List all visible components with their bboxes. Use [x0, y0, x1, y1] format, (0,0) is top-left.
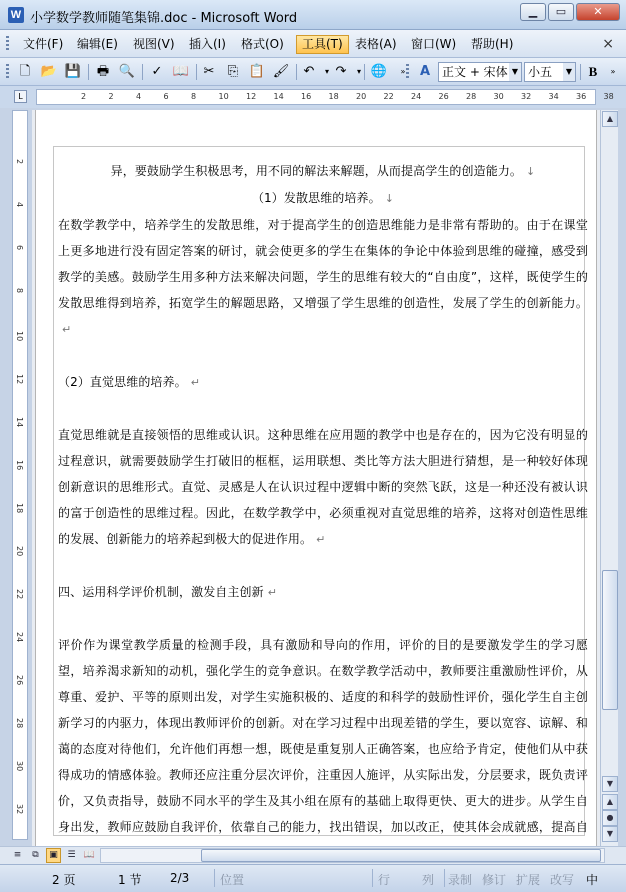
next-page-button[interactable]: ▼ — [602, 826, 618, 842]
horizontal-ruler[interactable] — [36, 89, 614, 105]
format-painter-icon[interactable]: 🖌 — [272, 64, 290, 79]
ruler-tick-label: 8 — [15, 288, 24, 294]
menu-tools[interactable]: 工具(T) — [296, 35, 349, 54]
select-browse-object-button[interactable]: ● — [602, 810, 618, 826]
status-line: 行 — [378, 873, 391, 887]
ruler-tick-label: 30 — [15, 761, 24, 772]
print-preview-icon[interactable]: 🔍 — [118, 64, 136, 79]
ruler-area — [0, 86, 626, 108]
horizontal-scroll-thumb[interactable] — [201, 849, 601, 862]
ruler-tick-label: 30 — [493, 92, 504, 101]
ruler-tick-label: 28 — [15, 718, 24, 729]
reading-layout-view-icon[interactable]: 📖 — [83, 850, 96, 860]
vertical-ruler[interactable] — [12, 110, 28, 840]
toolbar-separator — [88, 64, 89, 80]
menu-edit[interactable]: 编辑(E) — [77, 37, 118, 51]
ruler-tick-label: 12 — [15, 374, 24, 385]
ruler-tick-label: 14 — [273, 92, 284, 101]
spelling-check-icon[interactable]: ✓ — [151, 64, 163, 79]
vertical-scrollbar[interactable] — [600, 110, 618, 846]
menu-insert[interactable]: 插入(I) — [189, 37, 226, 51]
undo-icon[interactable]: ↶ — [303, 64, 315, 79]
ruler-tick-label: 12 — [246, 92, 257, 101]
status-page-count: 2/3 — [170, 871, 190, 885]
ruler-tick-label: 22 — [15, 589, 24, 600]
status-section: 1 节 — [118, 873, 142, 887]
toolbar-separator — [364, 64, 365, 80]
ruler-tick-label: 26 — [438, 92, 449, 101]
standard-toolbar — [0, 58, 626, 86]
cut-icon[interactable]: ✂ — [203, 64, 215, 79]
horizontal-scroll-row — [0, 846, 626, 864]
heading-divergent-thinking[interactable]: （1）发散思维的培养。 ↓ — [251, 191, 395, 205]
toolbar-options-icon[interactable]: » — [610, 67, 616, 76]
toolbar-options-icon[interactable]: » — [400, 67, 406, 76]
menu-window[interactable]: 窗口(W) — [411, 37, 457, 51]
status-separator — [444, 869, 445, 887]
status-separator — [214, 869, 215, 887]
undo-dropdown-icon[interactable]: ▾ — [324, 67, 329, 76]
menu-table[interactable]: 表格(A) — [355, 37, 397, 51]
status-position: 位置 — [220, 873, 245, 887]
status-track-changes[interactable]: 修订 — [482, 873, 507, 887]
status-bar — [0, 864, 626, 892]
ruler-tick-label: 22 — [383, 92, 394, 101]
heading-intuitive-thinking[interactable]: （2）直觉思维的培养。 ↵ — [58, 375, 201, 389]
normal-view-icon[interactable]: ≡ — [13, 850, 22, 860]
formatting-toolbar-grip[interactable] — [406, 64, 409, 80]
ruler-tick-label: 6 — [163, 92, 169, 101]
paste-icon[interactable]: 📋 — [248, 64, 266, 79]
paragraph-mark: ↵ — [267, 586, 278, 599]
ruler-tick-label: 2 — [81, 92, 87, 101]
research-icon[interactable]: 📖 — [172, 64, 190, 79]
outline-view-icon[interactable]: ☰ — [67, 850, 76, 860]
print-layout-view-icon[interactable]: ▣ — [46, 848, 61, 863]
ruler-tick-label: 20 — [15, 546, 24, 557]
ruler-tick-label: 18 — [15, 503, 24, 514]
menu-bar — [0, 30, 626, 58]
save-icon[interactable]: 💾 — [64, 64, 82, 79]
chevron-down-icon[interactable]: ▼ — [563, 63, 575, 81]
window-title: 小学数学教师随笔集锦.doc - Microsoft Word — [30, 11, 298, 26]
ruler-tick-label: 34 — [548, 92, 559, 101]
scroll-down-button[interactable]: ▼ — [602, 776, 618, 792]
ruler-tick-label: 14 — [15, 417, 24, 428]
paragraph-mark: ↵ — [316, 533, 326, 546]
copy-icon[interactable]: ⎘ — [227, 64, 239, 79]
ruler-tick-label: 6 — [15, 245, 24, 251]
paragraph[interactable]: 直觉思维就是直接领悟的思维或认识。这种思维在应用题的教学中也是存在的，因为它没有明显的过程意识，就需要鼓励学生打破旧的框框，运用联想、类比等方法大胆进行猜想，是一种较好体现创新意识的思维形式。直觉、灵感是人在认识过程中逻辑中断的突然飞跃，这是一种还没有被认识的富于创造性的思维过程。因此，在数学教学中，必须重视对直觉思维的培养，这将对创造性思维的发展、创新能力的培养起到极大的促进作用。 ↵ — [58, 428, 588, 546]
document-area[interactable] — [32, 110, 600, 846]
status-overtype[interactable]: 改写 — [550, 873, 575, 887]
menu-grip-handle[interactable] — [6, 36, 9, 52]
menu-help[interactable]: 帮助(H) — [471, 37, 514, 51]
title-bar — [0, 0, 626, 30]
ruler-tick-label: 10 — [15, 331, 24, 342]
new-document-icon[interactable]: 🗋 — [19, 64, 31, 79]
toolbar-separator — [142, 64, 143, 80]
ruler-tick-label: 16 — [301, 92, 312, 101]
status-record[interactable]: 录制 — [448, 873, 473, 887]
horizontal-scrollbar[interactable] — [100, 848, 605, 863]
open-folder-icon[interactable]: 📂 — [40, 64, 58, 79]
redo-dropdown-icon[interactable]: ▾ — [356, 67, 361, 76]
maximize-button[interactable]: ▭ — [548, 3, 574, 21]
word-app-icon[interactable]: W — [8, 7, 24, 23]
toolbar-separator — [296, 64, 297, 80]
ruler-tick-label: 2 — [15, 159, 24, 165]
style-combo[interactable] — [438, 62, 522, 82]
menu-view[interactable]: 视图(V) — [133, 37, 175, 51]
scroll-up-button[interactable]: ▲ — [602, 111, 618, 127]
vertical-scroll-thumb[interactable] — [602, 570, 618, 710]
ruler-tick-label: 20 — [356, 92, 367, 101]
previous-page-button[interactable]: ▲ — [602, 794, 618, 810]
tab-selector-button[interactable]: L — [14, 90, 27, 103]
toolbar-separator — [196, 64, 197, 80]
ruler-tick-label: 32 — [15, 804, 24, 815]
ruler-tick-label: 26 — [15, 675, 24, 686]
bold-button[interactable]: B — [588, 64, 598, 79]
styles-pane-icon[interactable]: A — [419, 64, 431, 79]
status-language: 中 — [586, 873, 599, 887]
ruler-tick-label: 4 — [15, 202, 24, 208]
chevron-down-icon[interactable]: ▼ — [509, 63, 521, 81]
status-extend[interactable]: 扩展 — [516, 873, 541, 887]
print-icon[interactable]: 🖶 — [96, 64, 110, 79]
paragraph-mark: ↵ — [62, 323, 72, 336]
status-column: 列 — [422, 873, 435, 887]
menu-file[interactable]: 文件(F) — [23, 37, 64, 51]
document-body[interactable] — [58, 158, 588, 846]
paragraph[interactable]: 异，要鼓励学生积极思考，用不同的解法来解题，从而提高学生的创造能力。 ↓ — [110, 164, 536, 178]
font-size-value: 小五 — [528, 65, 553, 79]
menu-format[interactable]: 格式(O) — [241, 37, 284, 51]
web-layout-view-icon[interactable]: ⧉ — [32, 850, 39, 860]
close-window-button[interactable]: ✕ — [576, 3, 620, 21]
ruler-tick-label: 4 — [136, 92, 142, 101]
close-document-button[interactable]: × — [602, 36, 614, 52]
ruler-tick-label: 2 — [108, 92, 114, 101]
redo-icon[interactable]: ↷ — [335, 64, 347, 79]
paragraph[interactable]: 在数学教学中，培养学生的发散思维，对于提高学生的创造思维能力是非常有帮助的。由于在课堂上更多地进行没有固定答案的研讨，就会使更多的学生在集体的争论中体验到思维的碰撞，感受到教学的美感。鼓励学生用多种方法来解决问题，学生的思维有较大的“自由度”，这样，既使学生的发散思维得到培养，拓宽学生的解题思路，又增强了学生思维的创造性，发展了学生的创新能力。↵ — [58, 218, 588, 336]
paragraph-mark: ↵ — [190, 376, 201, 389]
document-page[interactable] — [35, 110, 597, 846]
hyperlink-icon[interactable]: 🌐 — [370, 64, 388, 79]
toolbar-separator — [580, 64, 581, 80]
ruler-tick-label: 24 — [15, 632, 24, 643]
paragraph[interactable]: 评价作为课堂教学质量的检测手段，具有激励和导向的作用，评价的目的是要激发学生的学习愿望，培养渴求新知的动机，强化学生的竞争意识。在数学教学活动中，教师要注重激励性评价，从尊重、爱护、平等的原则出发，对学生实施积极的、适度的和科学的鼓励性评价，强化学生自主创新学习的内驱力，体现出教师评价的创新。对在学习过程中出现差错的学生，要以宽容、谅解、和蔼的态度对待他们，允许他们再想一想，既使是重复别人正确答案，也应给予肯定，使他们从中获得成功的情感体验。教师还应注重分层次评价，注重因人施评，从实际出发，分层要求，既负责评价，又负责指导，鼓励不同水平的学生及其小组在原有的基础上取得更快、更大的进步。从学生自身出发，教师应鼓励自我评价，依靠自己的能力，找出错误，加以改正，使其体会成就感，提高自 — [58, 638, 588, 834]
toolbar-grip-handle[interactable] — [6, 64, 9, 80]
ruler-tick-label: 18 — [328, 92, 339, 101]
ruler-tick-label: 16 — [15, 460, 24, 471]
font-size-combo[interactable] — [524, 62, 576, 82]
status-page: 2 页 — [52, 873, 76, 887]
status-separator — [372, 869, 373, 887]
ruler-tick-label: 24 — [411, 92, 422, 101]
style-combo-value: 正文 + 宋体 — [442, 65, 508, 79]
ruler-tick-label: 10 — [218, 92, 229, 101]
line-break-mark: ↓ — [384, 192, 395, 205]
ruler-tick-label: 38 — [603, 92, 614, 101]
ruler-tick-label: 28 — [466, 92, 477, 101]
minimize-button[interactable]: ▁ — [520, 3, 546, 21]
ruler-tick-label: 8 — [191, 92, 197, 101]
ruler-tick-label: 36 — [576, 92, 587, 101]
line-break-mark: ↓ — [526, 165, 536, 178]
ruler-tick-label: 32 — [521, 92, 532, 101]
heading-section-four[interactable]: 四、运用科学评价机制，激发自主创新 ↵ — [58, 585, 278, 599]
